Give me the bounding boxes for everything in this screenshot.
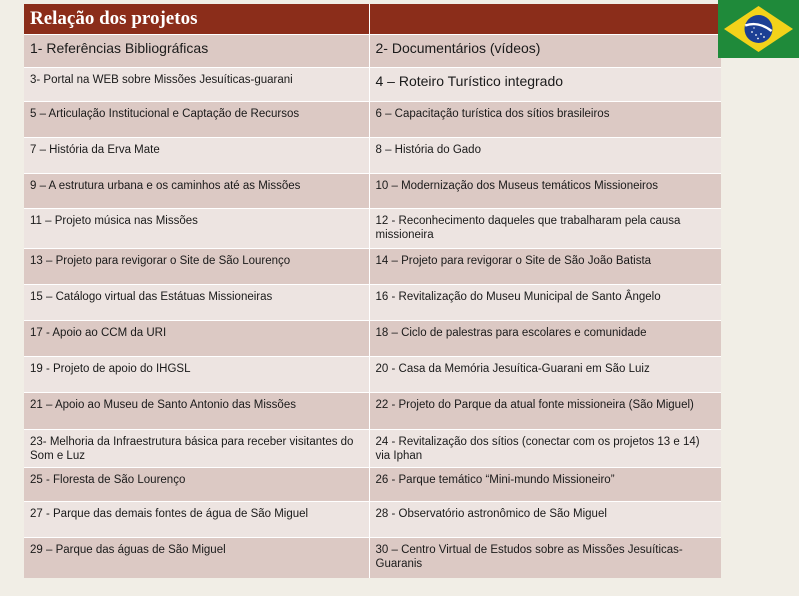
table-row <box>24 174 721 209</box>
project-cell-left: 13 – Projeto para revigorar o Site de São Lourenço <box>24 249 369 285</box>
project-cell-right: 4 – Roteiro Turístico integrado <box>369 68 721 102</box>
project-cell-left: 7 – História da Erva Mate <box>24 138 369 174</box>
project-cell-right: 30 – Centro Virtual de Estudos sobre as Missões Jesuíticas-Guaranis <box>369 538 721 578</box>
project-cell-right: 18 – Ciclo de palestras para escolares e comunidade <box>369 321 721 357</box>
project-cell-right: 28 - Observatório astronômico de São Miguel <box>369 502 721 538</box>
project-cell-left: 29 – Parque das águas de São Miguel <box>24 538 369 578</box>
table-row <box>24 209 721 249</box>
project-cell-left: 19 - Projeto de apoio do IHGSL <box>24 357 369 393</box>
table-row <box>24 249 721 285</box>
project-cell-right: 12 - Reconhecimento daqueles que trabalharam pela causa missioneira <box>369 209 721 249</box>
table-row <box>24 35 721 68</box>
table-row <box>24 68 721 102</box>
project-cell-right: 10 – Modernização dos Museus temáticos Missioneiros <box>369 174 721 209</box>
table-row <box>24 102 721 138</box>
table-row <box>24 430 721 468</box>
projects-table <box>24 4 721 578</box>
table-row <box>24 357 721 393</box>
project-cell-left: 9 – A estrutura urbana e os caminhos até as Missões <box>24 174 369 209</box>
project-cell-left: 23- Melhoria da Infraestrutura básica para receber visitantes do Som e Luz <box>24 430 369 468</box>
project-cell-left: 21 – Apoio ao Museu de Santo Antonio das Missões <box>24 393 369 430</box>
project-cell-right: 8 – História do Gado <box>369 138 721 174</box>
project-cell-right: 6 – Capacitação turística dos sítios brasileiros <box>369 102 721 138</box>
table-row <box>24 468 721 502</box>
project-cell-left: 3- Portal na WEB sobre Missões Jesuíticas-guarani <box>24 68 369 102</box>
projects-table-container <box>24 4 721 578</box>
brazil-flag-icon <box>718 0 799 58</box>
project-cell-right: 16 - Revitalização do Museu Municipal de Santo Ângelo <box>369 285 721 321</box>
project-cell-right: 2- Documentários (vídeos) <box>369 35 721 68</box>
table-row <box>24 321 721 357</box>
project-cell-left: 1- Referências Bibliográficas <box>24 35 369 68</box>
project-cell-left: 25 - Floresta de São Lourenço <box>24 468 369 502</box>
project-cell-left: 11 – Projeto música nas Missões <box>24 209 369 249</box>
table-row <box>24 502 721 538</box>
project-cell-left: 27 - Parque das demais fontes de água de São Miguel <box>24 502 369 538</box>
table-header-row <box>24 4 721 35</box>
table-header-right <box>369 4 721 35</box>
project-cell-left: 17 - Apoio ao CCM da URI <box>24 321 369 357</box>
table-title: Relação dos projetos <box>24 4 369 35</box>
table-row <box>24 138 721 174</box>
project-cell-left: 5 – Articulação Institucional e Captação de Recursos <box>24 102 369 138</box>
project-cell-right: 14 – Projeto para revigorar o Site de São João Batista <box>369 249 721 285</box>
table-row <box>24 285 721 321</box>
project-cell-right: 20 - Casa da Memória Jesuítica-Guarani em São Luiz <box>369 357 721 393</box>
project-cell-right: 24 - Revitalização dos sítios (conectar com os projetos 13 e 14) via Iphan <box>369 430 721 468</box>
project-cell-right: 26 - Parque temático “Mini-mundo Missioneiro” <box>369 468 721 502</box>
table-row <box>24 538 721 578</box>
project-cell-right: 22 - Projeto do Parque da atual fonte missioneira (São Miguel) <box>369 393 721 430</box>
project-cell-left: 15 – Catálogo virtual das Estátuas Missioneiras <box>24 285 369 321</box>
table-row <box>24 393 721 430</box>
